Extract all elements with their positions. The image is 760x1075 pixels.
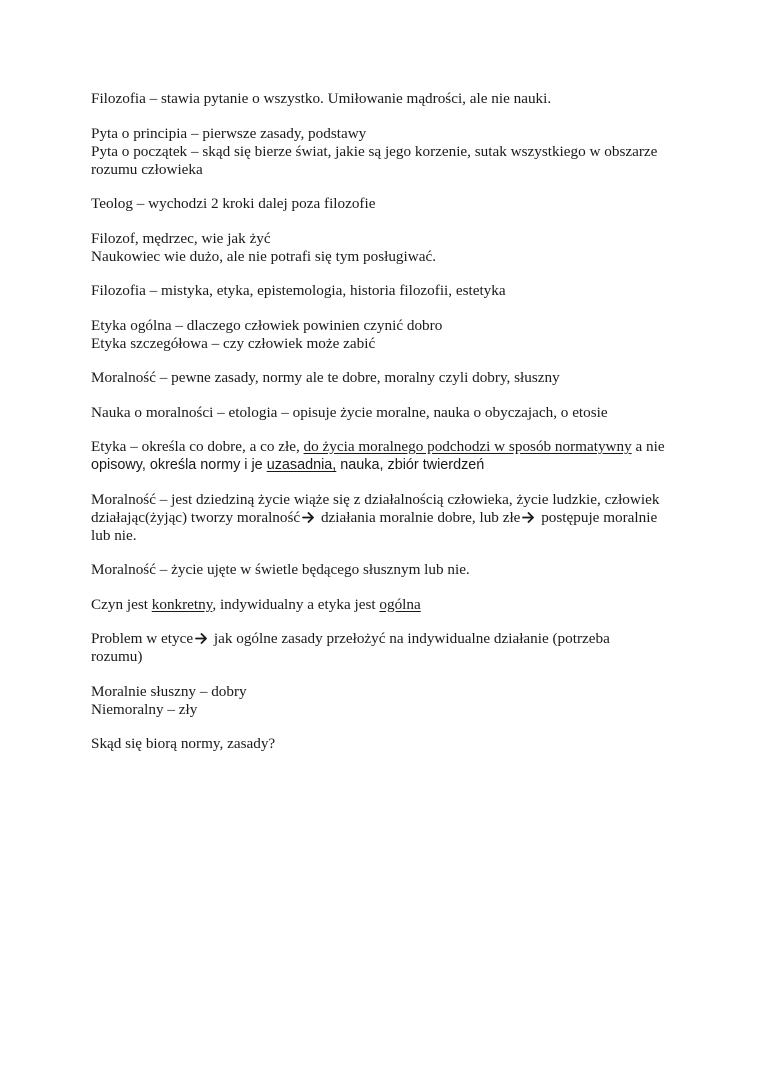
- text-line: Nauka o moralności – etologia – opisuje życie moralne, nauka o obyczajach, o etosie: [91, 403, 608, 421]
- text-line: Pyta o początek – skąd się bierze świat, jakie są jego korzenie, sutak wszystkiego w obszarze: [91, 142, 658, 160]
- text-line: Moralność – jest dziedziną życie wiąże się z działalnością człowieka, życie ludzkie, człowiek: [91, 490, 660, 508]
- text-line: Skąd się biorą normy, zasady?: [91, 735, 276, 752]
- text-line: [91, 456, 681, 474]
- right-arrow-icon: [522, 512, 535, 523]
- paragraph-filozof: [91, 230, 681, 266]
- paragraph-moralnosc-zycie: [91, 561, 681, 579]
- text-line: Niemoralny – zły: [91, 700, 198, 718]
- text-line: Moralność – pewne zasady, normy ale te dobre, moralny czyli dobry, słuszny: [91, 369, 560, 386]
- text-line: lub nie.: [91, 526, 137, 544]
- text-run: postępuje moralnie: [537, 508, 658, 526]
- text-line: Moralność – życie ujęte w świetle będącego słusznym lub nie.: [91, 561, 470, 578]
- text-line: Etyka ogólna – dlaczego człowiek powinien czynić dobro: [91, 316, 443, 334]
- paragraph-etyka-rodzaje: [91, 317, 681, 353]
- text-line: rozumu): [91, 648, 143, 665]
- text-line: Filozof, mędrzec, wie jak żyć: [91, 229, 271, 247]
- right-arrow-icon: [195, 633, 208, 644]
- document-body: [91, 90, 681, 770]
- right-arrow-icon: [302, 512, 315, 523]
- paragraph-etyka-definicja: [91, 438, 681, 474]
- text-line: rozumu człowieka: [91, 160, 203, 178]
- paragraph-moralnosc: [91, 369, 681, 387]
- paragraph-slusznosc: [91, 683, 681, 719]
- underlined-text: ogólna: [379, 595, 421, 613]
- text-line: Filozofia – mistyka, etyka, epistemologia, historia filozofii, estetyka: [91, 282, 506, 299]
- paragraph-czyn: [91, 596, 681, 614]
- underlined-text: konkretny: [151, 595, 213, 613]
- text-line: Filozofia – stawia pytanie o wszystko. Umiłowanie mądrości, ale nie nauki.: [91, 90, 552, 107]
- underlined-text: do życia moralnego podchodzi w sposób normatywny: [303, 438, 632, 455]
- paragraph-pytanie: [91, 735, 681, 753]
- text-line: Teolog – wychodzi 2 kroki dalej poza filozofie: [91, 195, 376, 212]
- text-line: Moralnie słuszny – dobry: [91, 682, 247, 700]
- text-run: opisowy, określa normy i je: [91, 457, 267, 473]
- paragraph-dziedziny: [91, 282, 681, 300]
- text-line: [91, 509, 681, 527]
- text-run: jak ogólne zasady przełożyć na indywidualne działanie (potrzeba: [210, 630, 610, 647]
- paragraph-teolog: [91, 195, 681, 213]
- text-line: [91, 438, 681, 456]
- underlined-text: uzasadnia,: [266, 457, 337, 473]
- paragraph-nauka-o-moralnosci: [91, 404, 681, 422]
- paragraph-moralnosc-dziedzina: [91, 491, 681, 545]
- text-line: Etyka szczegółowa – czy człowiek może zabić: [91, 334, 376, 352]
- text-run: działając(żyjąc) tworzy moralność: [91, 508, 301, 526]
- text-run: a nie: [631, 438, 665, 455]
- text-run: Czyn jest: [91, 595, 152, 613]
- text-run: Problem w etyce: [91, 630, 194, 647]
- text-line: [91, 630, 681, 648]
- text-run: działania moralnie dobre, lub złe: [317, 508, 521, 526]
- text-line: [91, 596, 681, 614]
- paragraph-principia: [91, 125, 681, 179]
- text-line: Pyta o principia – pierwsze zasady, podstawy: [91, 124, 367, 142]
- paragraph-problem: [91, 630, 681, 666]
- paragraph-filozofia: [91, 90, 681, 108]
- text-run: nauka, zbiór twierdzeń: [336, 457, 485, 473]
- text-run: , indywidualny a etyka jest: [212, 595, 380, 613]
- text-line: Naukowiec wie dużo, ale nie potrafi się tym posługiwać.: [91, 247, 436, 265]
- text-run: Etyka – określa co dobre, a co złe,: [91, 438, 304, 455]
